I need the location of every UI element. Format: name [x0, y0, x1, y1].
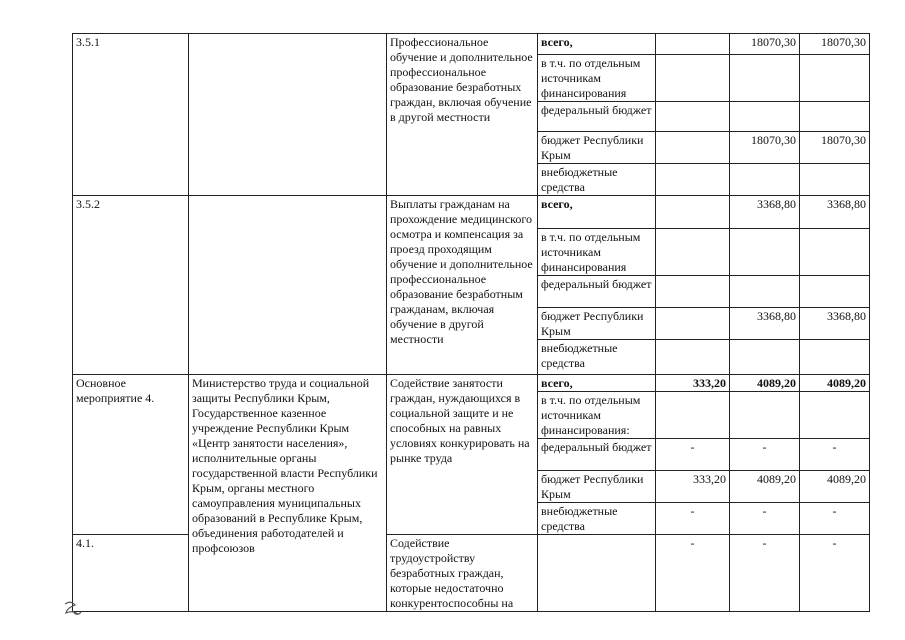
value-cell — [730, 164, 800, 196]
value-cell — [656, 196, 730, 229]
value-cell — [730, 392, 800, 439]
value-cell: 18070,30 — [800, 132, 870, 164]
activity-description: Содействие занятости граждан, нуждающихся в социальной защите и не способных на равных условиях конкурировать на рынке труда — [387, 375, 538, 535]
financing-table — [72, 33, 870, 612]
value-cell — [656, 102, 730, 132]
value-cell: - — [730, 535, 800, 612]
value-cell: 4089,20 — [730, 471, 800, 503]
value-cell — [800, 276, 870, 308]
value-cell — [800, 55, 870, 102]
table-row — [73, 196, 870, 229]
value-cell — [656, 132, 730, 164]
funding-source: всего, — [538, 375, 656, 392]
responsible-executor — [189, 196, 387, 375]
funding-source: федеральный бюджет — [538, 439, 656, 471]
value-cell — [656, 308, 730, 340]
value-cell — [800, 229, 870, 276]
funding-source: всего, — [538, 196, 656, 229]
value-cell — [800, 164, 870, 196]
value-cell: - — [656, 439, 730, 471]
value-cell: 3368,80 — [730, 196, 800, 229]
funding-source: бюджет Республики Крым — [538, 308, 656, 340]
value-cell: - — [800, 535, 870, 612]
table-row — [73, 34, 870, 55]
value-cell: 18070,30 — [800, 34, 870, 55]
value-cell: 4089,20 — [730, 375, 800, 392]
value-cell — [656, 34, 730, 55]
table-row — [73, 375, 870, 392]
value-cell: - — [730, 439, 800, 471]
funding-source: федеральный бюджет — [538, 102, 656, 132]
responsible-executor: Министерство труда и социальной защиты Республики Крым, Государственное казенное учреждение Республики Крым «Центр занятости населения», исполнительные органы государственной власти Республики Крым, органы местного самоуправления муниципальных образований в Республике Крым, объединения работодателей и профсоюзов — [189, 375, 387, 612]
value-cell: - — [730, 503, 800, 535]
value-cell — [730, 340, 800, 375]
row-code: 3.5.2 — [73, 196, 189, 375]
value-cell — [730, 276, 800, 308]
value-cell: 333,20 — [656, 375, 730, 392]
funding-source — [538, 535, 656, 612]
funding-source: внебюджетные средства — [538, 503, 656, 535]
funding-source: бюджет Республики Крым — [538, 471, 656, 503]
value-cell — [800, 340, 870, 375]
value-cell: 18070,30 — [730, 132, 800, 164]
activity-description: Профессиональное обучение и дополнительное профессиональное образование безработных граждан, включая обучение в другой местности — [387, 34, 538, 196]
row-code: Основное мероприятие 4. — [73, 375, 189, 535]
value-cell — [656, 55, 730, 102]
value-cell — [656, 276, 730, 308]
value-cell — [800, 102, 870, 132]
value-cell: 3368,80 — [800, 308, 870, 340]
value-cell: 4089,20 — [800, 375, 870, 392]
funding-source: бюджет Республики Крым — [538, 132, 656, 164]
row-code: 3.5.1 — [73, 34, 189, 196]
value-cell: 3368,80 — [800, 196, 870, 229]
value-cell — [730, 55, 800, 102]
funding-source: в т.ч. по отдельным источникам финансирования — [538, 55, 656, 102]
value-cell: - — [656, 503, 730, 535]
activity-description: Выплаты гражданам на прохождение медицинского осмотра и компенсация за проезд проходящим обучение и дополнительное профессиональное образование безработным гражданам, включая обучение в другой местности — [387, 196, 538, 375]
value-cell: 333,20 — [656, 471, 730, 503]
value-cell: 3368,80 — [730, 308, 800, 340]
funding-source: внебюджетные средства — [538, 164, 656, 196]
value-cell — [656, 164, 730, 196]
value-cell — [656, 229, 730, 276]
value-cell: - — [800, 503, 870, 535]
page-mark-icon — [62, 600, 84, 618]
value-cell — [730, 229, 800, 276]
activity-description: Содействие трудоустройству безработных граждан, которые недостаточно конкурентоспособны на — [387, 535, 538, 612]
value-cell: 4089,20 — [800, 471, 870, 503]
funding-source: всего, — [538, 34, 656, 55]
value-cell — [730, 102, 800, 132]
funding-source: в т.ч. по отдельным источникам финансирования: — [538, 392, 656, 439]
value-cell — [800, 392, 870, 439]
value-cell: - — [656, 535, 730, 612]
value-cell — [656, 340, 730, 375]
funding-source: внебюджетные средства — [538, 340, 656, 375]
value-cell — [656, 392, 730, 439]
funding-source: федеральный бюджет — [538, 276, 656, 308]
funding-source: в т.ч. по отдельным источникам финансирования — [538, 229, 656, 276]
responsible-executor — [189, 34, 387, 196]
row-code: 4.1. — [73, 535, 189, 612]
value-cell: 18070,30 — [730, 34, 800, 55]
value-cell: - — [800, 439, 870, 471]
